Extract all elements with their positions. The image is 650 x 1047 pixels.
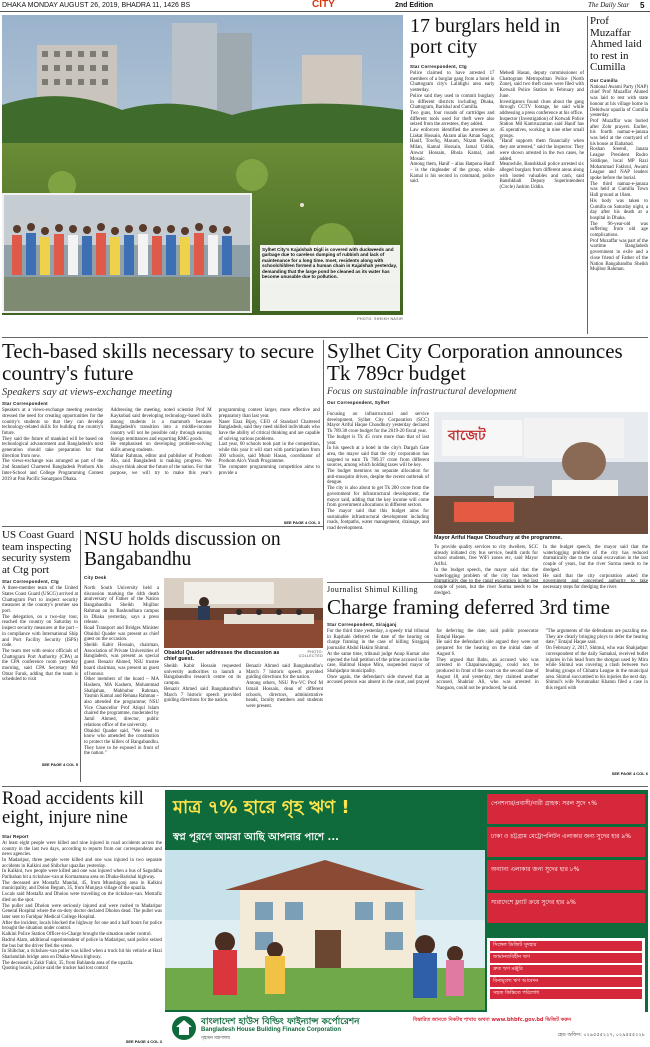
horizontal-rule (2, 786, 648, 787)
paragraph: The 96-year-old was suffering from old age complications. (590, 221, 648, 239)
house-family-image (165, 850, 485, 1010)
shimul-kicker: Journalist Shimul Killing (327, 585, 418, 594)
ad-offer: অন্যান্য এলাকার জন্য সুদের হার ৮% (487, 860, 645, 890)
ad-contact: বিস্তারিত জানতে নিকটস্থ শাখায় অথবা www.bhbfc.gov.bd ভিজিট করুন (413, 1017, 572, 1023)
nsu-byline: City Desk (84, 574, 107, 580)
ad-offer: ঢাকা ও চট্টগ্রাম মেট্রোপলিটন এলাকার জন্য সুদের হার ৯% (487, 827, 645, 857)
paragraph: The computer programming competition aims to provide a (218, 465, 320, 476)
techskills-body (2, 408, 320, 520)
edition-label: 2nd Edition (395, 2, 434, 9)
paragraph: Benazir Ahmed said Bangabandhu's March 7 historic speech provided guiding directions for the nation. (164, 686, 241, 704)
ad-feature: বিনামূল্যে ঋণ আবেদন (490, 977, 642, 987)
sylhet-byline: Our Correspondent, Sylhet (327, 400, 390, 406)
paragraph: Meanwhile, Banshkhali police arrested six alleged burglars from different areas along with looted valuables and cash, said Banshkhali Deputy Superintendent (Circle) Jashim Uddin. (499, 162, 584, 191)
paragraph: Mehedi Hasan, deputy commissioner of Chattogram Metropolitan Police (North Zone), said two theft cases were filed with Kotwali Police Station in February and June. (499, 71, 584, 99)
uscg-byline: Star Correspondent, Ctg (2, 579, 59, 585)
paragraph: Road Transport and Bridges Minister Obaidul Quader was present as chief guest on the occasion. (84, 625, 159, 643)
ad-feature: সিঙ্গেল ডিজিট সুদহার (490, 941, 642, 951)
sylhet-photo-caption: Mayor Ariful Haque Choudhury at the programme. (434, 535, 562, 541)
column-divider (587, 16, 588, 334)
burglars-body (410, 71, 584, 336)
paragraph: The budget is Tk 45 crore more than that of last year. (327, 434, 429, 446)
shimul-story (327, 585, 648, 783)
horizontal-rule (327, 582, 648, 583)
paragraph: Benazir Ahmed said Bangabandhu's March 7 historic speech provided guiding directions for the nation. (246, 664, 323, 681)
ad-headline: মাত্র ৭% হারে গৃহ ঋণ ! (173, 797, 350, 818)
paragraph: Last year, 60 schools took part in the competition, while this year it will start with participation from 300 schools, said Munir Hasan, coordinator of Prothom Alo's Youth Programme. (218, 442, 320, 465)
ad-org-sub: গৃহায়ন মন্ত্রণালয় (201, 1036, 231, 1041)
paragraph: Police said they used to commit burglary in different districts including Dhaka, Chattogram, Barishal and Cumilla. (410, 93, 495, 111)
paragraph: Focusing on infrastructural and service development, Sylhet City Corporation (SCC) Mayor Ariful Haque Choudhury yesterday declared Tk 789.38 crore budget for the 2019-20 fiscal year. (327, 412, 429, 435)
photo-caption: Sylhet City's Kajalshah Digli is covered with duckweeds and garbage due to careless dumping of rubbish and lack of maintenance for a long time. Inset, residents along with schoolchildren formed a human chain in Kajalshah yesterday, demanding that the large pond be cleaned as its water has become unusable due to pollution. (262, 247, 397, 280)
ad-offer-list (487, 794, 645, 934)
paragraph: For the third time yesterday, a speedy trial tribunal in Rajshahi deferred the date of the hearing on charge framing in the case of killing Sirajganj journalist Abdul Hakim Shimul. (327, 629, 430, 652)
ad-offer: সারাদেশে ফ্ল্যাট ক্রয়ে সুদের হার ৯% (487, 893, 645, 923)
paragraph: The budget mentions no separate allocation for anti-mosquito drives, despite the recent outbreak of dengue. (327, 469, 429, 486)
paragraph: Speakers at a views-exchange meeting yesterday stressed the need for creating opportunities for the country's students so that they can develop technology-related skills for building the country's future. (2, 408, 104, 436)
ad-feature: দ্রুত ঋণ মঞ্জুরি (490, 965, 642, 975)
techskills-story (2, 339, 320, 526)
shimul-headline[interactable]: Charge framing deferred 3rd time (327, 595, 610, 619)
section-label: CITY (312, 0, 335, 10)
paragraph: The views-exchange was arranged as part of the 2nd Standard Chartered Bangladesh Prothom Alo Inter-School and College Programming Contest 2019 at Pan Pacific Sonargaon Dhaka. (2, 459, 104, 482)
burglars-story (410, 16, 584, 334)
nsu-headline[interactable]: NSU holds discussion on Bangabandhu (84, 529, 281, 571)
bhbfc-logo-icon (171, 1015, 197, 1041)
paragraph: The deceased are Mostafiz Mandal, 45, from Munshigonj area in Kalkini municipality, and Dolon Begum, 35, from Munjaya village of the upazila. (2, 880, 162, 892)
paragraph: Among others, NSU Pro-VC Prof M Ismail Hossain, dean of different schools, directors, administrative heads, faculty members and students were present. (246, 681, 323, 709)
nsu-photo-image (164, 578, 323, 648)
paragraph: Naser Ezaz Bijoy, CEO of Standard Chartered Bangladesh, said they need skilled individuals who have the ability of critical thinking and are capable of solving various problems. (218, 419, 320, 442)
paragraph: The mayor said that this budget aims for sustainable infrastructural development including roads, footpaths, water management, drainage, and road development. (327, 508, 429, 532)
paragraph: Sheikh Kabir Hossain requested university authorities to launch a Bangabandhu research centre on its campus. (164, 664, 241, 687)
paragraph: They argued that Babu, an accused who was arrested in Chapainawabganj, could not be produced in front of the court on the second date of August 18, and yesterday, they claimed another accused, Shahriar Ali, who was arrested in Naogaon, could not be produced, he said. (436, 657, 539, 692)
paragraph: Addressing the meeting, noted scientist Prof M Kaykobad said developing technology-based skills among students is a mammoth because Bangladesh's transition into a middle-income country will not be possible only through earning foreign remittances and exporting RMG goods. (110, 408, 212, 442)
sylhet-body-col1 (327, 412, 429, 572)
horizontal-rule (2, 337, 648, 338)
paragraph: "Hanif supports them financially when they are arrested," said the inspector. They were shown arrested in the two cases, he added. (499, 139, 584, 162)
muzaffar-story (590, 16, 648, 334)
paragraph: The team met with senior officials of Chattogram Port Authority (CPA) at the CPA conference room yesterday morning, said CPA Secretary Md Omar Faruk, adding that the team is scheduled to visit (2, 648, 78, 683)
paragraph: In Shibchar, a rickshaw-van puller was killed when a truck hit his vehicle at Hazi Shariatullah bridge area on Dhaka-Mawa highway. (2, 949, 162, 960)
ad-offer: পেনশনার/প্রবাসী/নারী গ্রাহক: সরল সুদে ৭% (487, 794, 645, 824)
paragraph: A three-member team of the United States Coast Guard (USCG) arrived at Chattogram Port to inspect security measures at the country's premier sea port. (2, 586, 78, 614)
shimul-body (327, 629, 648, 771)
paragraph: In Madaripur, three people were killed and one was injured in two separate accidents in Kalkini and Shibchar upazilas yesterday. (2, 857, 162, 869)
paragraph: Locals said Mostafiz and Dholon were travelling on the rickshaw-van. Mostafiz died on the spot. (2, 892, 162, 903)
paragraph: The delegation, on a two-day tour, reached the country on Saturday to inspect security measures at the port – in compliance with International Ship and Port Facility Security (ISPS) code. (2, 614, 78, 649)
paragraph: Obaidul Quader said, "We need to know who amended the constitution to protect the killers of Bangabandhu. They have to be exposed in front of the nation." (84, 728, 159, 757)
paragraph: Once again, the defendant's side showed that an accused person was absent in the court, and prayed for deferring the date, said public prosecutor Entajul Haque. (327, 629, 539, 686)
photo-credit: PHOTO: SHEIKH NASIR (357, 317, 403, 321)
burglars-byline: Star Correspondent, Ctg (410, 64, 467, 69)
paragraph: Shimul's wife Nurunnahar Khatun filed a case in this regard with (545, 680, 648, 692)
muzaffar-byline: Our Cumilla (590, 77, 618, 83)
paragraph: To provide quality services to city dwellers, SCC already initiated city bus service, health cards for school students, free WiFi zones etc, said Mayor Ariful. (434, 545, 538, 568)
uscg-body (2, 586, 78, 762)
header-date: DHAKA MONDAY AUGUST 26, 2019, BHADRA 11, 1426 BS (2, 2, 191, 9)
paragraph: After the incident, locals blocked the highway for one and a half hours for police brought the situation under control. (2, 920, 162, 932)
paragraph: Kalkini Police Station Officer-in-Charge brought the situation under control. (2, 932, 152, 938)
paragraph: At the same time, tribunal judge Anup Kumar also rejected the bail petition of the prime accused in the case, Halimul Haque Miru, suspended mayor of Shahjadpur municipality. (327, 651, 430, 674)
techskills-byline: Star Correspondent (2, 401, 48, 407)
nsu-body-col1 (84, 586, 159, 782)
road-story (2, 790, 162, 1045)
sylhet-headline[interactable]: Sylhet City Corporation announces Tk 789cr budget (327, 339, 623, 386)
techskills-headline[interactable]: Tech-based skills necessary to secure country's future (2, 339, 315, 386)
top-photo (2, 15, 403, 315)
paragraph: Roshan Sreenil, Janata League President Rudro Siddique, local MP Razi Mohammad Fakhrul, Awami League and NAP leaders spoke before the burial. (590, 147, 648, 181)
paragraph: Law enforcers identified the arrestees as Liakat Hossain, Akram alias Aman Sagor, Hanif, Towfiq, Masum, Nizam Sheikh, Milan, Kamal Hossain, Jamal Uddin, Anwar Hossain, Bhola Kamal, and Mosaic. (410, 128, 495, 162)
nsu-photo-credit: PHOTO: COLLECTED (298, 650, 323, 658)
paragraph: The city is also about to get Tk 200 crore from the government for infrastructural development, the mayor said, adding that the key income will come from government allocations in different sectors. (327, 486, 429, 509)
see-page-link[interactable]: SEE PAGE 4 COL 5 (41, 762, 78, 768)
paragraph: Prof Muzaffar was buried after Zohr prayers. Earlier, his fourth namaz-e-janaza was held at the courtyard of his house at Elahabad. (590, 118, 648, 147)
paragraph: On February 2, 2017, Shimul, who was Shahjadpur correspondent of the daily Samakal, received bullet injuries in his head from the shotgun used by Miru while Shimul was covering a clash between two feuding groups of Chhatra League in the municipal area. Shimul succumbed to his injuries the next day. (545, 646, 648, 680)
paragraph: In the budget speech, the mayor said that the waterlogging problem of the city has reduced dramatically due to the canal excavation in the last couple of years, but the river Surma needs to be dredged. (543, 545, 648, 573)
paragraph: Other members of the board – MA Hashem, MA Kashem, Mohammad Shahjahan, Mahbubur Rahman, Yasmin Kamal and Rehana Rahman – also attended the programme; NSU Vice Chancellor Prof Atiqul Islam chaired the programme, moderated by Jamil Ahmed, director, public relations office of the university. (84, 677, 159, 728)
nsu-body-col2 (164, 664, 241, 782)
ad-feature: জামানতবিহীন ঋণ (490, 953, 642, 963)
see-page-link[interactable]: SEE PAGE 4 COL 6 (611, 771, 648, 777)
paragraph: Among them, Hanif – alias Hatpona Hanif – is the ringleader of the group, while Kamal is his second in command, police said. (410, 162, 495, 185)
paragraph: The third namaz-e-janaza was held at Cumilla Town Hall ground at 10am. (590, 181, 648, 199)
paragraph: His body was taken to Cumilla on Saturday night, a day after his death at a hospital in Dhaka. (590, 198, 648, 221)
techskills-deck: Speakers say at views-exchange meeting (2, 387, 173, 399)
column-divider (323, 340, 324, 530)
paragraph: In his speech at a hotel in the city's Dargah Gate area, the mayor said that the city corporation has targeted to earn Tk 789.37 crore from different sources, among which holding taxes will be key. (327, 446, 429, 469)
road-byline: Star Report (2, 833, 29, 839)
paragraph: He emphasised on developing problem-solving skills among students. (110, 442, 212, 454)
paragraph: The deceased is Zakir Fakir, 35, from Bahlanda area of the upazila. (2, 960, 134, 966)
paragraph: He said that the city corporation asked the necessary steps for dredging the river. (543, 573, 648, 590)
ad-phone: হেড অফিস: ০২৯৫৫৫২২৭, ০২৯৫৫৫২২৮ (557, 1032, 645, 1038)
column-divider (80, 530, 81, 782)
nsu-photo-caption: Obaidul Quader addresses the discussion as chief guest. (164, 650, 280, 663)
paragraph: "The arguments of the defendants are puzzling me. They are clearly bringing ploys to defer the hearing date," Entajul Haque said. (545, 629, 648, 646)
paragraph: They said the future of mankind will be based on technological advancement and Bangladesh's next generation should take preparation for that direction from now. (2, 436, 104, 459)
nsu-photo (164, 578, 323, 648)
nsu-story (84, 530, 323, 782)
sylhet-body-col2 (434, 545, 538, 596)
ad-footer (165, 1012, 648, 1045)
banner-text: বাজেট (448, 428, 486, 444)
paragraph: In Kalkini, two people were killed and one was injured when a bus of Saguddha Paribahan hit a rickshaw-van at Kormamana area on Dhaka-Barishal highway. (2, 869, 162, 881)
horizontal-rule (2, 526, 323, 527)
road-headline[interactable]: Road accidents kill eight, injure nine (2, 789, 144, 829)
ad-org-name-bn: বাংলাদেশ হাউস বিল্ডিং ফাইন্যান্স কর্পোরেশন (201, 1017, 360, 1027)
ad-org-name-en: Bangladesh House Building Finance Corporation (201, 1027, 342, 1033)
sylhet-photo (434, 412, 648, 534)
paragraph: National Awami Party (NAP) chief Prof Muzaffar Ahmed was laid to rest with state honour at his village home in Debidwar upazila of Cumilla yesterday. (590, 84, 648, 119)
page-number: 5 (640, 1, 645, 10)
uscg-headline[interactable]: US Coast Guard team inspecting security system at Ctg port (2, 529, 75, 576)
sylhet-deck: Focus on sustainable infrastructural development (327, 387, 517, 398)
ad-house-image (165, 850, 485, 1010)
uscg-story (2, 530, 78, 780)
burglars-headline[interactable]: 17 burglars held in port city (410, 15, 561, 58)
muzaffar-body (590, 85, 648, 273)
see-page-link[interactable]: SEE PAGE 4 COL 3 (283, 520, 320, 526)
paragraph: At least eight people were killed and nine injured in road accidents across the country in the last two days, according to reports from our correspondents and news agencies. (2, 840, 162, 858)
paragraph: Badrul Alam, additional superintendent of police in Madaripur, said police seized the bus but the driver fled the scene. (2, 937, 162, 949)
paragraph: Matiur Rahman, editor and publisher of Prothom Alo, said Bangladesh is making progress. We always think about the future of the nation. For that purpose, we will try to make this year's programming contest larger, more effective and preparatory than last year. (110, 408, 320, 476)
ad-feature-list (487, 938, 645, 1012)
sylhet-body-col3 (543, 545, 648, 590)
paragraph: He said the defendant's side argued they were not prepared for the hearing on the initial date of August 6. (436, 640, 539, 657)
page-header (0, 0, 650, 12)
paragraph: In the budget speech, the mayor said that the waterlogging problem of the city has reduced couple of years, but the river Surma needs to be dredged. (434, 567, 538, 596)
nsu-body-col3 (246, 664, 323, 782)
paragraph: North South University held a discussion marking the 44th death anniversary of Father of the Nation Bangabandhu Sheikh Mujibur Rahman on its Bashundhara campus in Dhaka yesterday, says a press release. (84, 586, 159, 626)
paragraph: The puller and Dholon were seriously injured and were rushed to Madaripur General Hospital where the on-duty doctor declared Dholon dead. The puller was later sent to Faridpur Medical College Hospital. (2, 903, 162, 920)
ad-tagline: স্বপ্ন পূরণে আমরা আছি আপনার পাশে ... (173, 832, 339, 843)
paragraph: Sheikh Kabir Hossain, chairman, Association of Private Universities of Bangladesh, was present as special guest. Benazir Ahmed, NSU trustee board chairman, was present as guest of honour. (84, 643, 159, 677)
see-page-link[interactable]: SEE PAGE 4 COL 3 (125, 1038, 162, 1044)
masthead: The Daily Star (588, 1, 630, 9)
paragraph: Two guns, four rounds of cartridges and different tools used for theft were also seized from the arrestees, they added. (410, 110, 495, 128)
photo-caption-box (260, 245, 400, 311)
road-body (2, 841, 162, 1039)
shimul-byline: Star Correspondent, Sirajganj (327, 622, 397, 628)
paragraph: Quoting locals, police said the trucker had lost control (2, 966, 109, 972)
ad-feature: সহজ কিস্তিতে পরিশোধ (490, 989, 642, 999)
bhbfc-advertisement[interactable] (165, 790, 648, 1045)
paragraph: Inspector (Investigation) of Kotwali Police Station Md Kamruzzaman said Hanif has 45 operatives, working in nine other small groups. (499, 116, 584, 139)
muzaffar-headline[interactable]: Prof Muzaffar Ahmed laid to rest in Cumilla (590, 15, 642, 74)
paragraph: Police claimed to have arrested 17 members of a burglar gang from a hotel in Chattogram city's Lalidighi area early yesterday. (410, 71, 495, 94)
paragraph: Investigators found clues about the gang through CCTV footage, he said while addressing a press conference at his office. (499, 99, 584, 116)
paragraph: Prof Muzaffar was part of the wartime Bangladesh government in exile and a close friend of Father of the Nation Bangabandhu Sheikh Mujibur Rahman. (590, 238, 648, 273)
